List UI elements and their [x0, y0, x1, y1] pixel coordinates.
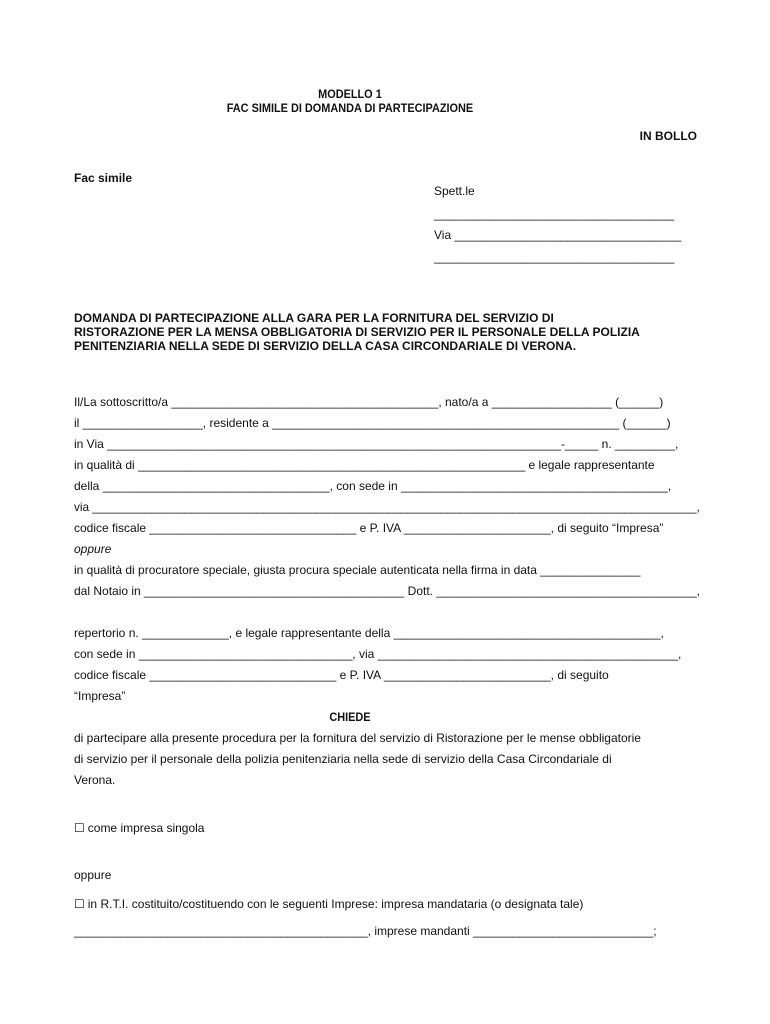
body-line: repertorio n. _____________, e legale rappresentante della ________________________________________,	[74, 626, 664, 640]
recipient-salutation: Spett.le	[434, 184, 475, 198]
rti-members-line: ____________________________________________, imprese mandanti ___________________________;	[74, 924, 657, 938]
option-rti[interactable]	[74, 897, 583, 911]
body-line: codice fiscale ____________________________ e P. IVA _________________________, di seguito	[74, 668, 609, 682]
options-alternative: oppure	[74, 868, 112, 882]
checkbox-icon[interactable]: ☐	[74, 821, 85, 835]
recipient-name-line: ____________________________________	[434, 207, 675, 221]
body-alternative: oppure	[74, 542, 112, 556]
body-line: codice fiscale _______________________________ e P. IVA ______________________, di seguito “Impresa”	[74, 521, 664, 535]
body-line: via ____________________________________________________________________________________________,	[74, 500, 700, 514]
object-line-2: RISTORAZIONE PER LA MENSA OBBLIGATORIA DI SERVIZIO PER IL PERSONALE DELLA POLIZIA	[74, 325, 640, 339]
body-line: il __________________, residente a ____________________________________________________ (______)	[74, 416, 671, 430]
body-line: “Impresa”	[74, 689, 126, 703]
body-line: Il/La sottoscritto/a ________________________________________, nato/a a __________________ (______)	[74, 395, 664, 409]
body-line: con sede in ________________________________, via _____________________________________________,	[74, 647, 682, 661]
recipient-city-line: ____________________________________	[434, 250, 675, 264]
object-line-1: DOMANDA DI PARTECIPAZIONE ALLA GARA PER LA FORNITURA DEL SERVIZIO DI	[74, 311, 554, 325]
stamp-note: IN BOLLO	[639, 129, 697, 143]
fac-simile-label: Fac simile	[74, 171, 133, 185]
checkbox-icon[interactable]: ☐	[74, 897, 85, 911]
option-label: come impresa singola	[87, 821, 205, 835]
option-single-company[interactable]	[74, 821, 204, 835]
object-line-3: PENITENZIARIA NELLA SEDE DI SERVIZIO DELLA CASA CIRCONDARIALE DI VERONA.	[74, 339, 577, 353]
request-paragraph-line: Verona.	[74, 773, 116, 787]
body-line: in qualità di __________________________________________________________ e legale rappresentante	[74, 458, 655, 472]
recipient-street-line: Via __________________________________	[434, 228, 682, 242]
request-paragraph-line: di partecipare alla presente procedura per la fornitura del servizio di Ristorazione per le mense obbligatorie	[74, 731, 641, 745]
request-paragraph-line: di servizio per il personale della polizia penitenziaria nella sede di servizio della Casa Circondariale di	[74, 752, 612, 766]
body-line: in Via ____________________________________________________________________-_____ n. _________,	[74, 437, 679, 451]
body-line: dal Notaio in _______________________________________ Dott. _______________________________________,	[74, 584, 700, 598]
form-subtitle: FAC SIMILE DI DOMANDA DI PARTECIPAZIONE	[226, 101, 474, 115]
option-label: in R.T.I. costituito/costituendo con le seguenti Imprese: impresa mandataria (o designata tale)	[87, 897, 584, 911]
request-heading: CHIEDE	[329, 710, 371, 724]
model-title: MODELLO 1	[318, 87, 382, 101]
body-line: in qualità di procuratore speciale, giusta procura speciale autenticata nella firma in data _______________	[74, 563, 641, 577]
body-line: della __________________________________, con sede in ________________________________________,	[74, 479, 672, 493]
